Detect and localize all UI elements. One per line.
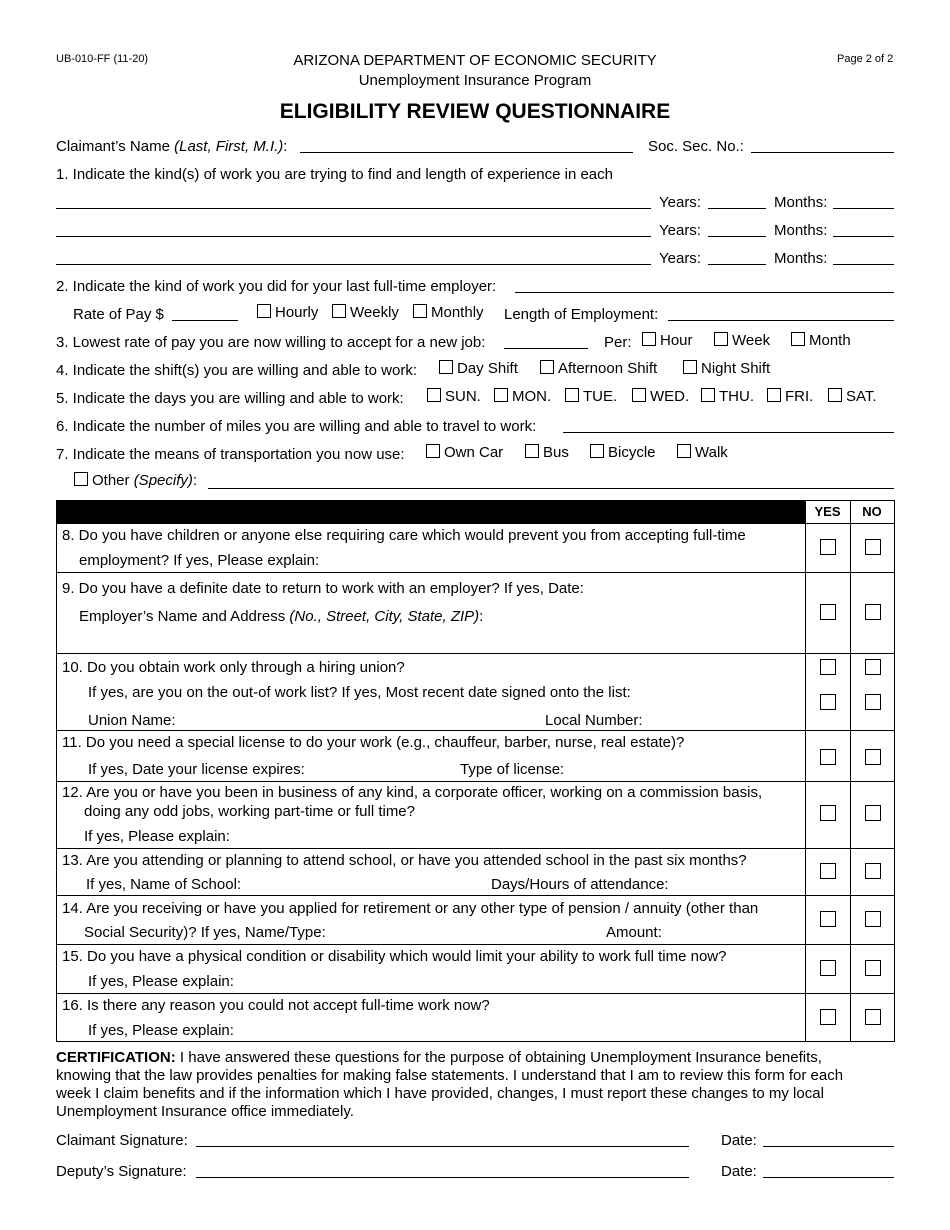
claimant-signature-label: Claimant Signature: [56, 1132, 188, 1149]
q5-fri-option[interactable]: FRI. [767, 388, 813, 405]
q14-amount-label: Amount: [606, 924, 662, 941]
q14-no-checkbox[interactable] [865, 911, 881, 927]
certification-line3: week I claim benefits and if the information which I have provided, changes, I must report these changes to my local [56, 1085, 824, 1102]
q10-list-no-checkbox[interactable] [865, 694, 881, 710]
row-divider [57, 848, 894, 849]
q1-months-field-3[interactable] [833, 264, 894, 265]
certification-line4: Unemployment Insurance office immediately. [56, 1103, 354, 1120]
q13-yes-checkbox[interactable] [820, 863, 836, 879]
q7-text: 7. Indicate the means of transportation you now use: [56, 446, 405, 463]
q11-yes-checkbox[interactable] [820, 749, 836, 765]
q1-years-label: Years: [659, 222, 701, 239]
q13-no-checkbox[interactable] [865, 863, 881, 879]
checkbox-icon[interactable] [714, 332, 728, 346]
no-column-header: NO [862, 504, 882, 519]
row-divider [57, 993, 894, 994]
row-divider [57, 523, 894, 524]
q2-employer-work-field[interactable] [515, 292, 894, 293]
q9-yes-checkbox[interactable] [820, 604, 836, 620]
checkbox-icon[interactable] [701, 388, 715, 402]
yes-no-questions-table [56, 500, 895, 1042]
q10-yes-checkbox[interactable] [820, 659, 836, 675]
checkbox-icon[interactable] [413, 304, 427, 318]
q5-wed-option[interactable]: WED. [632, 388, 689, 405]
checkbox-icon[interactable] [494, 388, 508, 402]
checkbox-icon[interactable] [525, 444, 539, 458]
q1-years-field-2[interactable] [708, 236, 766, 237]
row-divider [57, 895, 894, 896]
q11-text-line1: 11. Do you need a special license to do your work (e.g., chauffeur, barber, nurse, real estate)? [62, 734, 685, 751]
deputy-signature-field[interactable] [196, 1177, 689, 1178]
q1-months-field-2[interactable] [833, 236, 894, 237]
program-name: Unemployment Insurance Program [358, 72, 592, 89]
q3-per-label: Per: [604, 334, 632, 351]
checkbox-icon[interactable] [439, 360, 453, 374]
checkbox-icon[interactable] [767, 388, 781, 402]
q8-text-line2: employment? If yes, Please explain: [79, 552, 320, 569]
deputy-signature-label: Deputy’s Signature: [56, 1163, 187, 1180]
q11-no-checkbox[interactable] [865, 749, 881, 765]
q1-years-field-3[interactable] [708, 264, 766, 265]
q1-text: 1. Indicate the kind(s) of work you are trying to find and length of experience in each [56, 166, 613, 183]
q1-years-field-1[interactable] [708, 208, 766, 209]
ssn-field[interactable] [751, 152, 894, 153]
q1-years-label: Years: [659, 250, 701, 267]
q2-length-field[interactable] [668, 320, 894, 321]
q1-years-label: Years: [659, 194, 701, 211]
q9-no-checkbox[interactable] [865, 604, 881, 620]
page-number: Page 2 of 2 [837, 53, 894, 65]
row-divider [57, 653, 894, 654]
q3-rate-field[interactable] [504, 348, 588, 349]
q16-text-line1: 16. Is there any reason you could not accept full-time work now? [62, 997, 490, 1014]
claimant-date-field[interactable] [763, 1146, 894, 1147]
q7-other-field[interactable] [208, 488, 894, 489]
q7-other-option[interactable]: Other (Specify): [74, 472, 197, 489]
q13-school-label: If yes, Name of School: [86, 876, 242, 893]
row-divider [57, 781, 894, 782]
q1-work-field-3[interactable] [56, 264, 651, 265]
claimant-date-label: Date: [721, 1132, 757, 1149]
q15-no-checkbox[interactable] [865, 960, 881, 976]
q16-no-checkbox[interactable] [865, 1009, 881, 1025]
checkbox-icon[interactable] [565, 388, 579, 402]
q2-weekly-option[interactable]: Weekly [332, 304, 399, 321]
ssn-label: Soc. Sec. No.: [648, 138, 744, 155]
q12-text-line2: doing any odd jobs, working part-time or full time? [84, 803, 415, 820]
q8-text-line1: 8. Do you have children or anyone else requiring care which would prevent you from accepting full-time [62, 527, 746, 544]
certification-line1: CERTIFICATION: I have answered these questions for the purpose of obtaining Unemployment Insurance benefits, [56, 1049, 822, 1066]
certification-line2: knowing that the law provides penalties for making false statements. I understand that I am to review this form for each [56, 1067, 844, 1084]
q3-month-option[interactable]: Month [791, 332, 851, 349]
q1-months-field-1[interactable] [833, 208, 894, 209]
q10-list-yes-checkbox[interactable] [820, 694, 836, 710]
q13-text-line1: 13. Are you attending or planning to attend school, or have you attended school in the past six months? [62, 852, 747, 869]
q16-yes-checkbox[interactable] [820, 1009, 836, 1025]
q2-monthly-option[interactable]: Monthly [413, 304, 484, 321]
deputy-date-field[interactable] [763, 1177, 894, 1178]
q7-car-option[interactable]: Own Car [426, 444, 503, 461]
q12-no-checkbox[interactable] [865, 805, 881, 821]
q4-text: 4. Indicate the shift(s) you are willing and able to work: [56, 362, 418, 379]
q15-text-line1: 15. Do you have a physical condition or disability which would limit your ability to work full time now? [62, 948, 727, 965]
q2-text: 2. Indicate the kind of work you did for your last full-time employer: [56, 278, 497, 295]
checkbox-icon[interactable] [828, 388, 842, 402]
q1-work-field-2[interactable] [56, 236, 651, 237]
q7-bus-option[interactable]: Bus [525, 444, 569, 461]
q7-bicycle-option[interactable]: Bicycle [590, 444, 656, 461]
row-divider [57, 572, 894, 573]
q9-text-line2: Employer’s Name and Address (No., Street, City, State, ZIP): [79, 608, 484, 625]
q14-text-line2: Social Security)? If yes, Name/Type: [84, 924, 326, 941]
q14-yes-checkbox[interactable] [820, 911, 836, 927]
q1-months-label: Months: [774, 194, 828, 211]
q1-months-label: Months: [774, 222, 828, 239]
checkbox-icon[interactable] [683, 360, 697, 374]
checkbox-icon[interactable] [632, 388, 646, 402]
page-title: ELIGIBILITY REVIEW QUESTIONNAIRE [279, 100, 671, 123]
q11-license-expires-label: If yes, Date your license expires: [88, 761, 305, 778]
checkbox-icon[interactable] [257, 304, 271, 318]
q3-text: 3. Lowest rate of pay you are now willing to accept for a new job: [56, 334, 486, 351]
q3-hour-option[interactable]: Hour [642, 332, 693, 349]
q5-mon-option[interactable]: MON. [494, 388, 551, 405]
q4-day-option[interactable]: Day Shift [439, 360, 518, 377]
q10-text-line2: If yes, are you on the out-of work list? If yes, Most recent date signed onto the list: [88, 684, 631, 701]
q15-yes-checkbox[interactable] [820, 960, 836, 976]
checkbox-icon[interactable] [332, 304, 346, 318]
q12-yes-checkbox[interactable] [820, 805, 836, 821]
q1-work-field-1[interactable] [56, 208, 651, 209]
claimant-signature-field[interactable] [196, 1146, 689, 1147]
q10-union-name-label: Union Name: [88, 712, 176, 729]
row-divider [57, 730, 894, 731]
q5-sat-option[interactable]: SAT. [828, 388, 877, 405]
checkbox-icon[interactable] [642, 332, 656, 346]
q16-explain-label: If yes, Please explain: [88, 1022, 234, 1039]
q5-text: 5. Indicate the days you are willing and able to work: [56, 390, 404, 407]
column-divider [805, 501, 806, 1041]
checkbox-icon[interactable] [791, 332, 805, 346]
q3-week-option[interactable]: Week [714, 332, 770, 349]
q5-thu-option[interactable]: THU. [701, 388, 754, 405]
q12-text-line1: 12. Are you or have you been in business of any kind, a corporate officer, working on a commission basis, [62, 784, 763, 801]
checkbox-icon[interactable] [590, 444, 604, 458]
column-divider [850, 501, 851, 1041]
q2-rate-field[interactable] [172, 320, 238, 321]
q2-hourly-option[interactable]: Hourly [257, 304, 318, 321]
q2-length-label: Length of Employment: [504, 306, 659, 323]
q13-attendance-label: Days/Hours of attendance: [491, 876, 669, 893]
q5-sun-option[interactable]: SUN. [427, 388, 481, 405]
q4-afternoon-option[interactable]: Afternoon Shift [540, 360, 657, 377]
q9-text-line1: 9. Do you have a definite date to return to work with an employer? If yes, Date: [62, 580, 584, 597]
q2-rate-label: Rate of Pay $ [73, 306, 164, 323]
checkbox-icon[interactable] [74, 472, 88, 486]
agency-name: ARIZONA DEPARTMENT OF ECONOMIC SECURITY [293, 52, 657, 69]
q10-no-checkbox[interactable] [865, 659, 881, 675]
q5-tue-option[interactable]: TUE. [565, 388, 617, 405]
checkbox-icon[interactable] [677, 444, 691, 458]
q10-local-number-label: Local Number: [545, 712, 643, 729]
q4-night-option[interactable]: Night Shift [683, 360, 770, 377]
q6-miles-field[interactable] [563, 432, 894, 433]
checkbox-icon[interactable] [427, 388, 441, 402]
q10-text-line1: 10. Do you obtain work only through a hiring union? [62, 659, 405, 676]
claimant-name-label: Claimant’s Name (Last, First, M.I.): [56, 138, 288, 155]
q6-text: 6. Indicate the number of miles you are willing and able to travel to work: [56, 418, 537, 435]
claimant-name-field[interactable] [300, 152, 633, 153]
q7-walk-option[interactable]: Walk [677, 444, 728, 461]
q8-yes-checkbox[interactable] [820, 539, 836, 555]
table-header-bar [57, 501, 805, 523]
q11-license-type-label: Type of license: [460, 761, 565, 778]
q8-no-checkbox[interactable] [865, 539, 881, 555]
q12-explain-label: If yes, Please explain: [84, 828, 230, 845]
q1-months-label: Months: [774, 250, 828, 267]
checkbox-icon[interactable] [540, 360, 554, 374]
yes-column-header: YES [814, 504, 841, 519]
q14-text-line1: 14. Are you receiving or have you applied for retirement or any other type of pension / annuity (other than [62, 900, 759, 917]
form-id: UB-010-FF (11-20) [56, 53, 149, 65]
q15-explain-label: If yes, Please explain: [88, 973, 234, 990]
deputy-date-label: Date: [721, 1163, 757, 1180]
row-divider [57, 944, 894, 945]
checkbox-icon[interactable] [426, 444, 440, 458]
